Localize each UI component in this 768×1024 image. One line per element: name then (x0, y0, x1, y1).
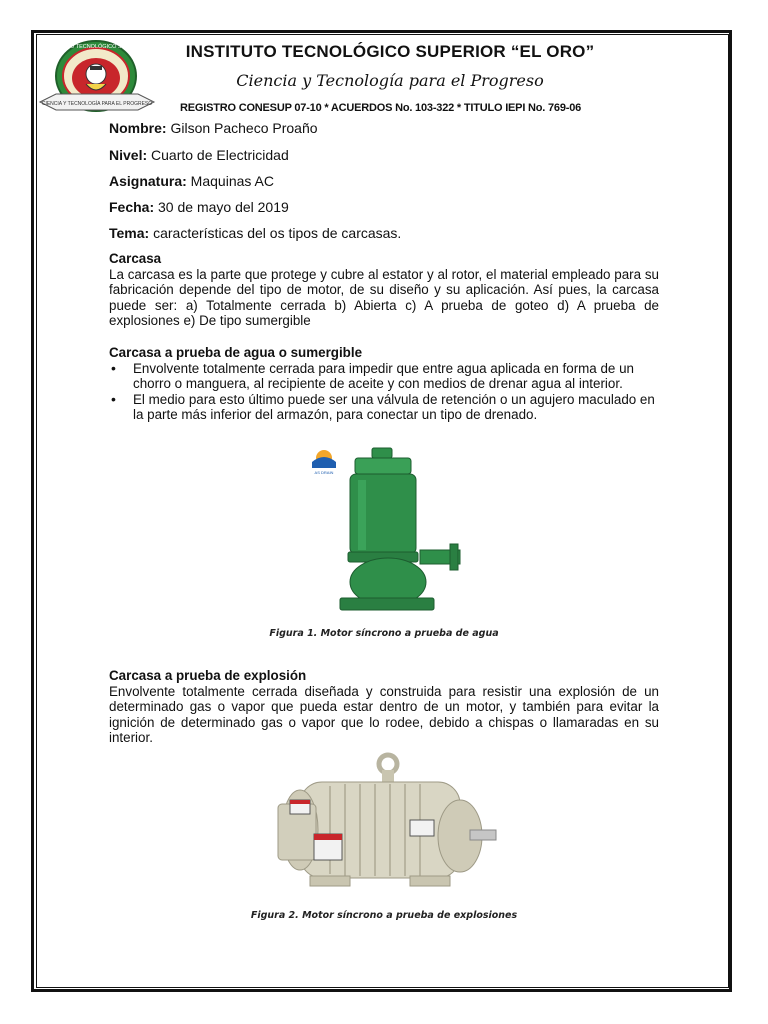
list-item: • Envolvente totalmente cerrada para impedir que entre agua aplicada en forma de un chorro o manguera, al recipiente de aceite y con medios de drenar agua al interior. (133, 361, 659, 392)
logo-arc-text: INSTITUTO TECNOLÓGICO SUPERIOR (45, 44, 147, 50)
section-body: Envolvente totalmente cerrada diseñada y construida para resistir una explosión de un determinado gas o vapor que pueda estar dentro de un motor, y también para evitar la ignición de determinado gas o vapor que lo rodee, debido a chispas o llamaradas en su interior. (109, 683, 659, 746)
section-sumergible (109, 345, 659, 423)
section-heading: Carcasa a prueba de explosión (109, 668, 307, 683)
list-item: • El medio para esto último puede ser una válvula de retención o un agujero maculado en la parte más inferior del armazón, para conectar un tipo de drenado. (133, 392, 659, 423)
institute-logo (38, 36, 156, 116)
section-carcasa (109, 251, 659, 329)
figure-2-caption: Figura 2. Motor síncrono a prueba de explosiones (250, 910, 518, 921)
section-explosion (109, 668, 659, 746)
section-heading: Carcasa a prueba de agua o sumergible (109, 345, 363, 360)
field-asignatura: Asignatura: Maquinas AC (109, 173, 274, 189)
section-body: La carcasa es la parte que protege y cubre al estator y al rotor, el material empleado para su fabricación depende del tipo de motor, de su diseño y su aplicación. Así pues, la carcasa puede ser: a) Totalmente cerrada b) Abierta c) A prueba de goteo d) A prueba de explosiones e) De tipo sumergible (109, 266, 659, 329)
institute-title: INSTITUTO TECNOLÓGICO SUPERIOR “EL ORO” (185, 42, 595, 61)
logo-banner-text: CIENCIA Y TECNOLOGÍA PARA EL PROGRESO (41, 101, 153, 107)
institute-registry: REGISTRO CONESUP 07-10 * ACUERDOS No. 103-322 * TITULO IEPI No. 769-06 (180, 102, 582, 114)
field-nombre: Nombre: Gilson Pacheco Proaño (109, 120, 318, 136)
section-heading: Carcasa (109, 251, 162, 266)
field-nivel: Nivel: Cuarto de Electricidad (109, 147, 289, 163)
bullet-list (109, 361, 659, 423)
institute-motto: Ciencia y Tecnología para el Progreso (236, 71, 544, 90)
figure-1-caption: Figura 1. Motor síncrono a prueba de agua (269, 628, 499, 639)
manufacturer-logo-icon (312, 450, 336, 475)
submersible-pump-image (300, 440, 470, 620)
explosion-proof-motor-image (270, 748, 500, 906)
svg-text:AS DRAIN: AS DRAIN (314, 470, 334, 475)
field-tema: Tema: características del os tipos de carcasas. (109, 225, 402, 241)
field-fecha: Fecha: 30 de mayo del 2019 (109, 199, 289, 215)
